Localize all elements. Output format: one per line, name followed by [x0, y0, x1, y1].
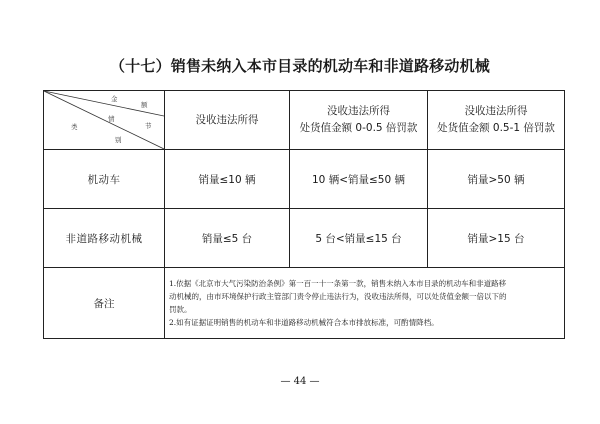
table-cell: 10 辆<销量≤50 辆: [290, 150, 428, 209]
corner-label-category-1: 类: [71, 123, 78, 131]
corner-label-circumstance-1: 情: [108, 115, 115, 123]
column-header-2-line1: 没收违法所得: [327, 105, 390, 117]
row-label-motor-vehicle: 机动车: [44, 150, 165, 209]
column-header-1-line1: 没收违法所得: [195, 113, 259, 126]
corner-label-category-2: 别: [115, 136, 122, 144]
page-title: （十七）销售未纳入本市目录的机动车和非道路移动机械: [109, 57, 490, 75]
page-number: — 44 —: [280, 376, 320, 387]
notes-text: [165, 268, 565, 339]
table-cell: 销量>50 辆: [428, 150, 565, 209]
notes-row: [44, 268, 565, 339]
column-header-1: [165, 91, 290, 150]
notes-line-3: 罚款。: [169, 305, 192, 314]
table-cell: 5 台<销量≤15 台: [290, 209, 428, 268]
table-cell: 销量>15 台: [428, 209, 565, 268]
corner-label-amount-1: 金: [111, 95, 118, 103]
column-header-3-line1: 没收违法所得: [464, 105, 528, 117]
notes-line-1: 1.依据《北京市大气污染防治条例》第一百一十一条第一款，销售未纳入本市目录的机动车和非道路移: [169, 279, 507, 288]
column-header-3: [428, 91, 565, 150]
table-row: [44, 150, 565, 209]
table-row: [44, 209, 565, 268]
notes-line-4: 2.如有证据证明销售的机动车和非道路移动机械符合本市排放标准，可酌情降档。: [169, 318, 439, 327]
column-header-3-line2: 处货值金额 0.5-1 倍罚款: [437, 122, 555, 134]
table-header-row: [44, 91, 565, 150]
column-header-2: [290, 91, 428, 150]
table-cell: 销量≤10 辆: [165, 150, 290, 209]
notes-label: 备注: [44, 268, 165, 339]
row-label-non-road-machinery: 非道路移动机械: [44, 209, 165, 268]
header-corner-cell: [44, 91, 165, 150]
column-header-2-line2: 处货值金额 0-0.5 倍罚款: [299, 122, 418, 134]
table-cell: 销量≤5 台: [165, 209, 290, 268]
corner-label-amount-2: 额: [141, 101, 148, 109]
penalty-table: [43, 90, 565, 339]
notes-line-2: 动机械的，由市环境保护行政主管部门责令停止违法行为，没收违法所得，可以处货值金额一倍以下的: [169, 292, 507, 301]
corner-label-circumstance-2: 节: [145, 122, 152, 130]
